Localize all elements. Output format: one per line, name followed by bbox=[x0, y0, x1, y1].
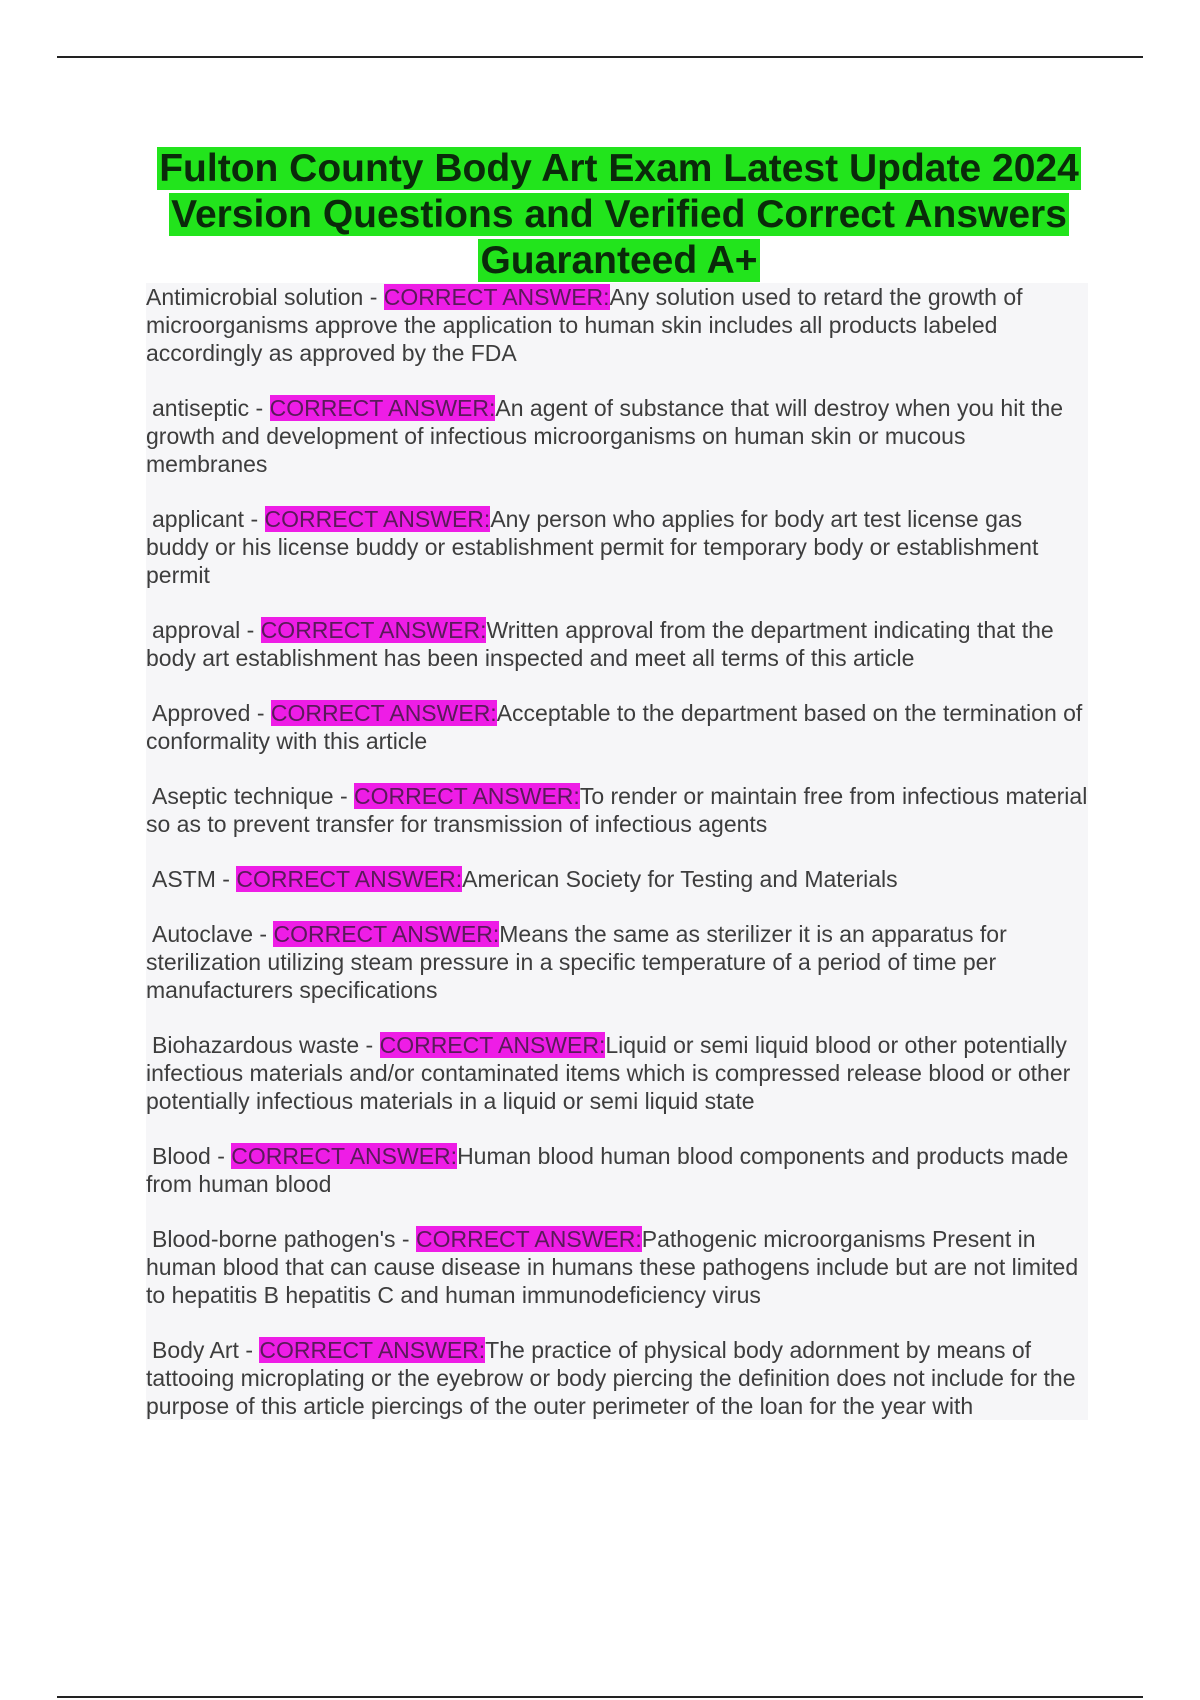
answer-label-highlight: CORRECT ANSWER: bbox=[415, 1226, 642, 1252]
entry-separator: - bbox=[333, 783, 355, 809]
entry-separator: - bbox=[249, 395, 270, 421]
entry-term: Approved bbox=[152, 700, 251, 726]
definition-entry bbox=[146, 1225, 1088, 1309]
entry-definition: To render or maintain free from infectious material so as to prevent transfer for transmission of infectious agents bbox=[146, 783, 1088, 837]
entry-definition: Means the same as sterilizer it is an apparatus for sterilization utilizing steam pressure in a specific temperature of a period of time per manufacturers specifications bbox=[146, 921, 1007, 1003]
answer-label-highlight: CORRECT ANSWER: bbox=[260, 617, 487, 643]
definition-entry bbox=[146, 782, 1088, 838]
entry-definition: An agent of substance that will destroy when you hit the growth and development of infectious microorganisms on human skin or mucous membranes bbox=[146, 395, 1064, 477]
entry-separator: - bbox=[238, 1337, 260, 1363]
entry-separator: - bbox=[359, 1032, 380, 1058]
entry-separator: - bbox=[240, 617, 261, 643]
answer-label-highlight: CORRECT ANSWER: bbox=[354, 783, 580, 809]
definitions-list bbox=[146, 283, 1088, 1420]
entry-term: Biohazardous waste bbox=[152, 1032, 360, 1058]
entry-definition: American Society for Testing and Materials bbox=[462, 866, 898, 892]
entry-separator: - bbox=[250, 700, 271, 726]
entry-definition: Acceptable to the department based on the termination of conformality with this article bbox=[146, 700, 1083, 754]
answer-label-highlight: CORRECT ANSWER: bbox=[269, 395, 496, 421]
answer-label-highlight: CORRECT ANSWER: bbox=[379, 1032, 606, 1058]
answer-label-highlight: CORRECT ANSWER: bbox=[236, 866, 463, 892]
entry-term: Antimicrobial solution bbox=[146, 284, 364, 310]
entry-definition: Liquid or semi liquid blood or other potentially infectious materials and/or contaminated items which is compressed release blood or other potentially infectious materials in a liquid or semi liquid state bbox=[146, 1032, 1071, 1114]
definition-entry bbox=[146, 394, 1088, 478]
definition-entry bbox=[146, 1142, 1088, 1198]
entry-term: applicant bbox=[152, 506, 245, 532]
answer-label-highlight: CORRECT ANSWER: bbox=[264, 506, 491, 532]
entry-separator: - bbox=[363, 284, 384, 310]
definition-entry bbox=[146, 1031, 1088, 1115]
answer-label-highlight: CORRECT ANSWER: bbox=[273, 921, 500, 947]
entry-term: antiseptic bbox=[152, 395, 250, 421]
document-title: Fulton County Body Art Exam Latest Update 2024 Version Questions and Verified Correct Answers Guaranteed A+ bbox=[159, 147, 1079, 282]
entry-separator: - bbox=[244, 506, 265, 532]
entry-term: approval bbox=[152, 617, 241, 643]
answer-label-highlight: CORRECT ANSWER: bbox=[383, 284, 610, 310]
entry-definition: Human blood human blood components and products made from human blood bbox=[146, 1143, 1069, 1197]
answer-label-highlight: CORRECT ANSWER: bbox=[270, 700, 497, 726]
entry-term: Blood bbox=[152, 1143, 211, 1169]
entry-definition: Any solution used to retard the growth of microorganisms approve the application to human skin includes all products labeled accordingly as approved by the FDA bbox=[146, 284, 1023, 366]
title-block bbox=[140, 146, 1098, 284]
entry-separator: - bbox=[210, 1143, 232, 1169]
top-divider bbox=[57, 56, 1143, 58]
answer-label-highlight: CORRECT ANSWER: bbox=[259, 1337, 486, 1363]
entry-term: Body Art bbox=[152, 1337, 239, 1363]
entry-term: ASTM bbox=[152, 866, 216, 892]
entry-term: Aseptic technique bbox=[152, 783, 334, 809]
entry-term: Autoclave bbox=[152, 921, 254, 947]
entry-definition: Pathogenic microorganisms Present in human blood that can cause disease in humans these pathogens include but are not limited to hepatitis B hepatitis C and human immunodeficiency virus bbox=[146, 1226, 1079, 1308]
entry-definition: Any person who applies for body art test license gas buddy or his license buddy or establishment permit for temporary body or establishment permit bbox=[146, 506, 1039, 588]
answer-label-highlight: CORRECT ANSWER: bbox=[231, 1143, 458, 1169]
entry-separator: - bbox=[215, 866, 237, 892]
definition-entry bbox=[146, 505, 1088, 589]
definition-entry bbox=[146, 1336, 1088, 1420]
entry-definition: Written approval from the department indicating that the body art establishment has been inspected and meet all terms of this article bbox=[146, 617, 1054, 671]
bottom-divider bbox=[57, 1696, 1143, 1698]
definition-entry bbox=[146, 920, 1088, 1004]
definition-entry bbox=[146, 865, 1088, 893]
entry-separator: - bbox=[395, 1226, 416, 1252]
definition-entry bbox=[146, 616, 1088, 672]
definition-entry bbox=[146, 699, 1088, 755]
entry-definition: The practice of physical body adornment by means of tattooing microplating or the eyebrow or body piercing the definition does not include for the purpose of this article piercings of the outer perimeter of the loan for the year with bbox=[146, 1337, 1076, 1419]
entry-term: Blood-borne pathogen's bbox=[152, 1226, 396, 1252]
definition-entry bbox=[146, 283, 1088, 367]
entry-separator: - bbox=[253, 921, 274, 947]
